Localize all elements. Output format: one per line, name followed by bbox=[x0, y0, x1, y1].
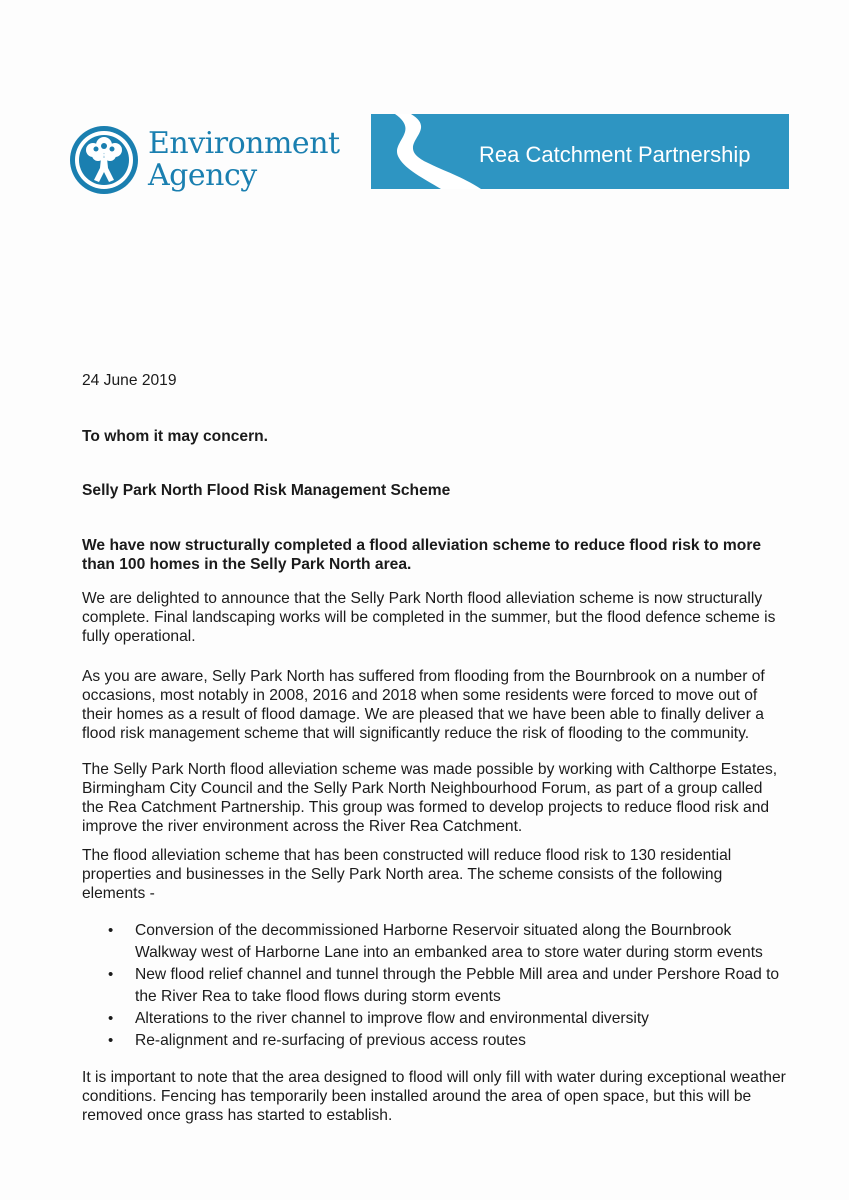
list-item-text: Conversion of the decommissioned Harborne Reservoir situated along the Bournbrook Walkway west of Harborne Lane into an embanked area to store water during storm events bbox=[135, 922, 763, 961]
rea-banner-title: Rea Catchment Partnership bbox=[479, 142, 751, 167]
environment-agency-logo bbox=[68, 124, 338, 199]
paragraph-scheme-elements: The flood alleviation scheme that has been constructed will reduce flood risk to 130 residential properties and businesses in the Selly Park North area. The scheme consists of the following elements - bbox=[82, 847, 732, 902]
list-item-text: New flood relief channel and tunnel through the Pebble Mill area and under Pershore Road to the River Rea to take flood flows during storm events bbox=[135, 966, 780, 1005]
list-item bbox=[108, 920, 788, 964]
letter-subject: Selly Park North Flood Risk Management Scheme bbox=[82, 482, 451, 499]
rea-catchment-partnership-banner bbox=[371, 114, 789, 189]
ea-wordmark-line2: Agency bbox=[148, 158, 257, 193]
bullet-icon: • bbox=[108, 1032, 114, 1049]
paragraph-partnership: The Selly Park North flood alleviation scheme was made possible by working with Calthorpe Estates, Birmingham City Council and the Selly Park North Neighbourhood Forum, as part of a group called the Rea Catchment Partnership. This group was formed to develop projects to reduce flood risk and improve the river environment across the River Rea Catchment. bbox=[82, 761, 778, 835]
paragraph-important-note: It is important to note that the area designed to flood will only fill with water during exceptional weather conditions. Fencing has temporarily been installed around the area of open space, but this will be removed once grass has started to establish. bbox=[82, 1069, 786, 1124]
list-item bbox=[108, 1030, 788, 1052]
paragraph-flooding-history: As you are aware, Selly Park North has suffered from flooding from the Bournbrook on a number of occasions, most notably in 2008, 2016 and 2018 when some residents were forced to move out of their homes as a result of flood damage. We are pleased that we have been able to finally deliver a flood risk management scheme that will significantly reduce the risk of flooding to the community. bbox=[82, 668, 765, 742]
letter-date: 24 June 2019 bbox=[82, 372, 177, 389]
list-item-text: Alterations to the river channel to improve flow and environmental diversity bbox=[135, 1010, 649, 1027]
salutation: To whom it may concern. bbox=[82, 428, 268, 445]
list-item-text: Re-alignment and re-surfacing of previous access routes bbox=[135, 1032, 526, 1049]
bullet-icon: • bbox=[108, 1010, 114, 1027]
ea-wordmark-line1: Environment bbox=[148, 126, 340, 161]
list-item bbox=[108, 964, 788, 1008]
oak-tree-emblem-icon bbox=[68, 124, 140, 196]
scheme-elements-list bbox=[108, 920, 788, 1052]
bullet-icon: • bbox=[108, 922, 114, 939]
river-wave-icon bbox=[371, 114, 481, 189]
bullet-icon: • bbox=[108, 966, 114, 983]
lead-statement: We have now structurally completed a flood alleviation scheme to reduce flood risk to more than 100 homes in the Selly Park North area. bbox=[82, 537, 762, 573]
paragraph-completion: We are delighted to announce that the Selly Park North flood alleviation scheme is now structurally complete. Final landscaping works will be completed in the summer, but the flood defence scheme is fully operational. bbox=[82, 590, 776, 645]
list-item bbox=[108, 1008, 788, 1030]
environment-agency-wordmark bbox=[148, 128, 340, 192]
